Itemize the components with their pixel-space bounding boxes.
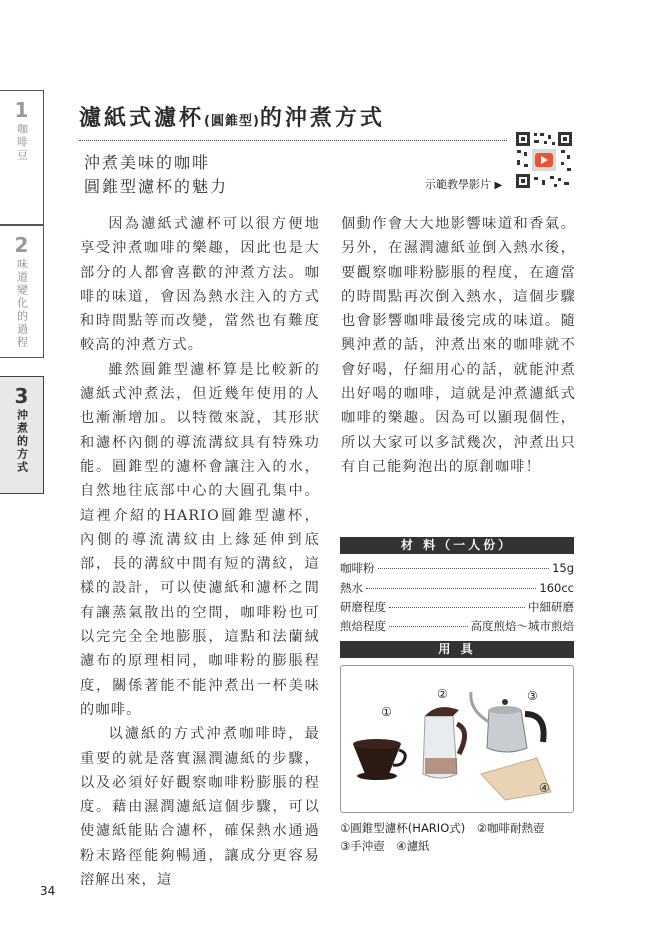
page-number: 34 bbox=[40, 884, 56, 898]
material-row: 研磨程度 中細研磨 bbox=[340, 600, 574, 614]
chapter-number: 1 bbox=[14, 98, 29, 122]
chapter-tab-3[interactable] bbox=[0, 376, 44, 494]
video-label: 示範教學影片 bbox=[425, 178, 491, 191]
subtitle-line-2: 圓錐型濾杯的魅力 bbox=[84, 177, 229, 196]
material-row: 煎焙程度 高度煎焙～城市煎焙 bbox=[340, 619, 574, 633]
tools-heading: 用 具 bbox=[340, 641, 574, 658]
coffee-tools-illustration bbox=[341, 666, 573, 812]
qr-code-icon[interactable] bbox=[514, 130, 574, 190]
marker-3: ③ bbox=[527, 689, 538, 703]
page-title: 濾紙式濾杯(圓錐型)的沖煮方式 bbox=[79, 106, 385, 131]
right-text-column bbox=[341, 212, 576, 479]
paragraph: 雖然圓錐型濾杯算是比較新的濾紙式沖煮法，但近幾年使用的人也漸漸增加。以特徵來說，其形狀和濾杯內側的導流溝紋具有特殊功能。圓錐型的濾杯會讓注入的水，自然地往底部中心的大圓孔集中。這裡介紹的HARIO圓錐型濾杯，內側的導流溝紋由上緣延伸到底部，長的溝紋中間有短的溝紋，這樣的設計，可以使濾紙和濾杯之間有讓蒸氣散出的空間，咖啡粉也可以完完全全地膨脹，這點和法蘭絨濾布的原理相同，咖啡粉的膨脹程度，關係著能不能沖煮出一杯美味的咖啡。 bbox=[80, 361, 320, 718]
chapter-label: 咖啡豆 bbox=[15, 123, 29, 162]
tools-caption-line-1: ①圓錐型濾杯(HARIO式) ②咖啡耐熱壺 bbox=[340, 821, 545, 835]
paragraph: 因為濾紙式濾杯可以很方便地享受沖煮咖啡的樂趣，因此也是大部分的人都會喜歡的沖煮方法。咖啡的味道，會因為熱水注入的方式和時間點等而改變，當然也有難度較高的沖煮方式。 bbox=[80, 216, 320, 354]
play-triangle-icon: ▶ bbox=[494, 180, 503, 191]
marker-4: ④ bbox=[539, 781, 550, 795]
tools-photo bbox=[340, 665, 574, 813]
chapter-tab-2[interactable] bbox=[0, 225, 44, 358]
chapter-tab-1[interactable] bbox=[0, 90, 44, 225]
tools-caption-line-2: ③手沖壺 ④濾紙 bbox=[340, 839, 430, 853]
title-divider bbox=[79, 140, 507, 141]
left-text-column bbox=[80, 212, 320, 892]
chapter-number: 2 bbox=[14, 233, 29, 257]
material-row: 咖啡粉 15g bbox=[340, 561, 574, 575]
chapter-label: 沖煮的方式 bbox=[15, 409, 29, 474]
marker-2: ② bbox=[437, 687, 448, 701]
subtitle-line-1: 沖煮美味的咖啡 bbox=[84, 153, 211, 172]
marker-1: ① bbox=[381, 705, 392, 719]
paragraph: 個動作會大大地影響味道和香氣。另外，在濕潤濾紙並倒入熱水後，要觀察咖啡粉膨脹的程度，在適當的時間點再次倒入熱水，這個步驟也會影響咖啡最後完成的味道。隨興沖煮的話，沖煮出來的咖啡就不會好喝，仔細用心的話，就能沖煮出好喝的咖啡，這就是沖煮濾紙式咖啡的樂趣。因為可以顯現個性，所以大家可以多試幾次，沖煮出只有自己能夠泡出的原創咖啡！ bbox=[341, 216, 576, 475]
paragraph: 以濾紙的方式沖煮咖啡時，最重要的就是落實濕潤濾紙的步驟，以及必須好好觀察咖啡粉膨脹的程度。藉由濕潤濾紙這個步驟，可以使濾紙能貼合濾杯，確保熱水通過粉末路徑能夠暢通，讓成分更容易溶解出來，這 bbox=[80, 726, 320, 889]
chapter-label: 味道變化的過程 bbox=[15, 258, 29, 349]
video-link[interactable] bbox=[425, 176, 502, 192]
chapter-number: 3 bbox=[14, 384, 29, 408]
materials-heading: 材 料（一人份） bbox=[340, 537, 574, 554]
material-row: 熱水 160cc bbox=[340, 581, 574, 595]
